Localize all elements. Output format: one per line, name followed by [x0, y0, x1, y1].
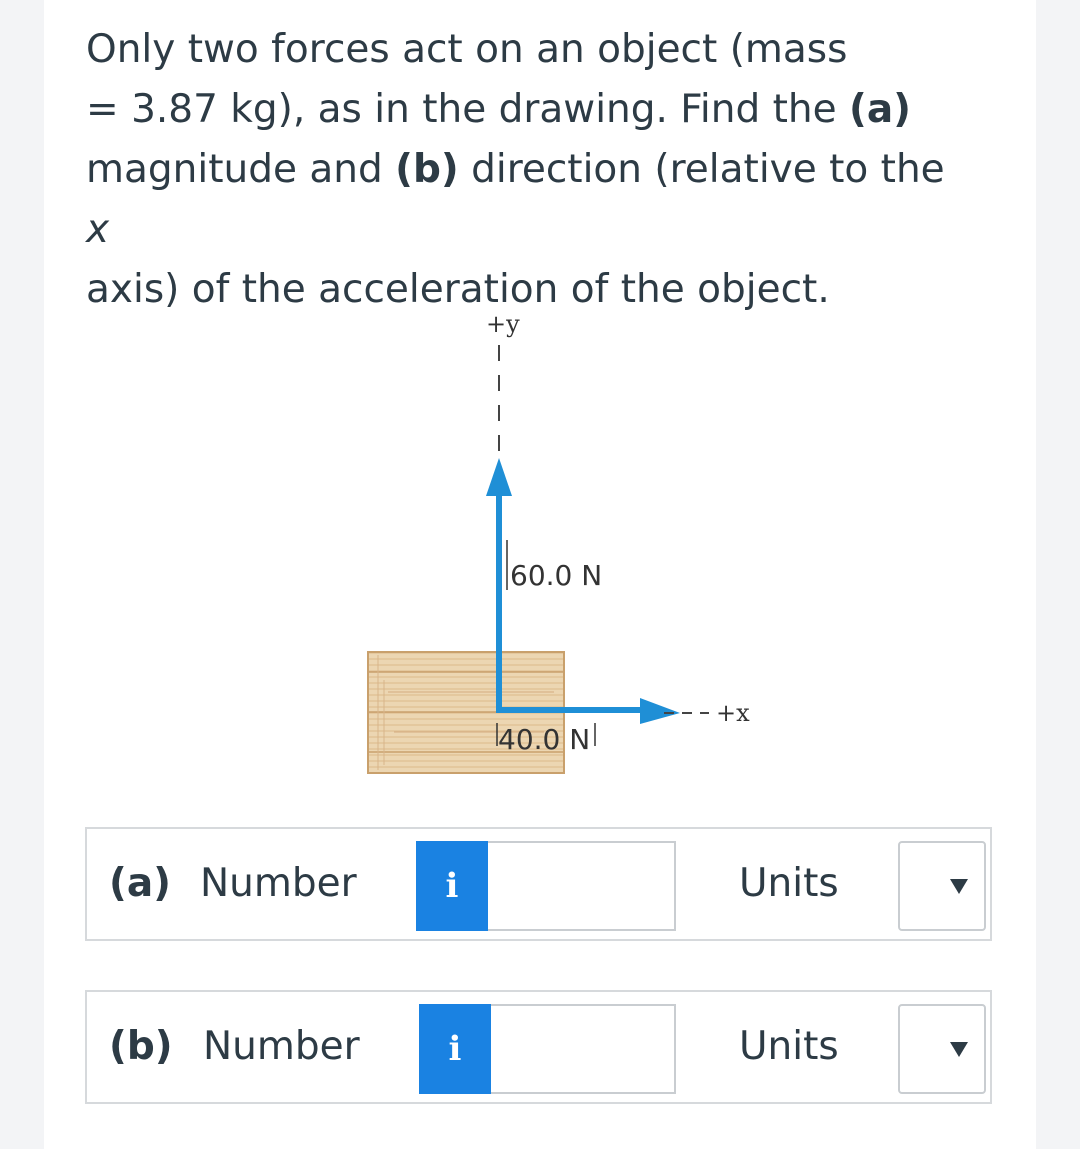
force-diagram [364, 300, 784, 790]
question-card [44, 0, 1036, 1149]
info-button[interactable] [419, 1004, 491, 1094]
units-dropdown-a[interactable] [898, 841, 986, 931]
units-dropdown-b[interactable] [898, 1004, 986, 1094]
force-y-label: 60.0 N [510, 559, 603, 592]
part-label: (b) [109, 1024, 173, 1069]
number-label: Number [200, 861, 357, 906]
part-b-marker: (b) [395, 147, 459, 192]
part-a-marker: (a) [849, 87, 911, 132]
info-icon: i [448, 1029, 462, 1069]
units-label: Units [739, 861, 839, 906]
question-line-2: = 3.87 kg), as in the drawing. Find the [86, 87, 850, 132]
question-line-3: magnitude and [86, 147, 396, 192]
answer-row-a [85, 827, 992, 941]
question-text [86, 20, 966, 320]
question-line-4: axis) of the acceleration of the object. [86, 267, 830, 312]
answer-row-b [85, 990, 992, 1104]
x-variable: x [86, 207, 110, 252]
units-label: Units [739, 1024, 839, 1069]
x-axis-label: +x [716, 699, 750, 727]
info-button[interactable] [416, 841, 488, 931]
question-line-3-cont: direction (relative to the [458, 147, 945, 192]
y-axis-label: +y [486, 310, 520, 338]
dropdown-caret-icon [950, 879, 968, 894]
dropdown-caret-icon [950, 1042, 968, 1057]
number-label: Number [203, 1024, 360, 1069]
question-line-1: Only two forces act on an object (mass [86, 27, 848, 72]
info-icon: i [445, 866, 459, 906]
part-label: (a) [109, 861, 171, 906]
number-input-a[interactable] [488, 841, 676, 931]
number-input-b[interactable] [491, 1004, 676, 1094]
force-x-label: 40.0 N [498, 723, 591, 756]
